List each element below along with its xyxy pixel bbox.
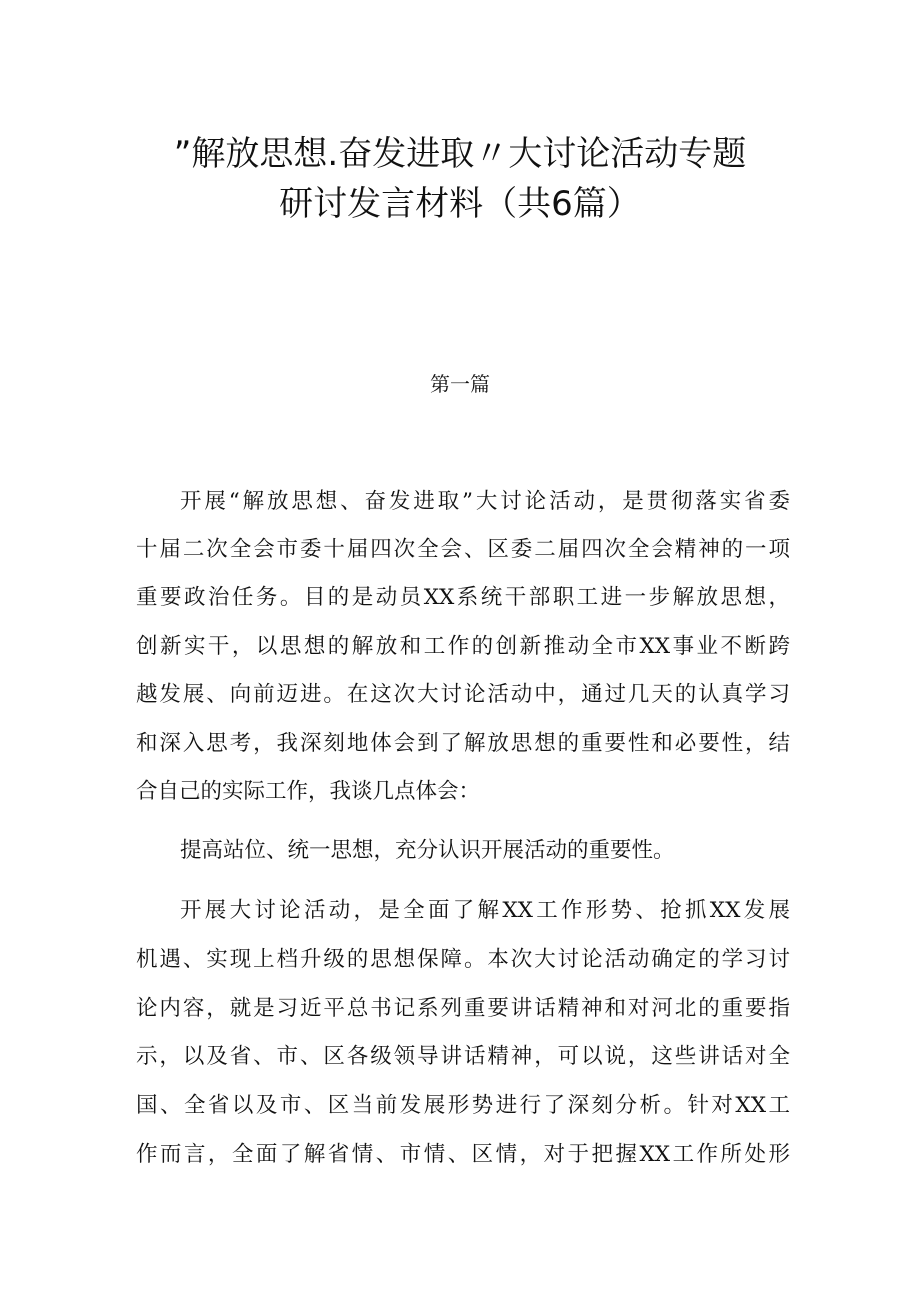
paragraph-line: 作而言，全面了解省情、市情、区情，对于把握XX工作所处形 [136,1142,790,1167]
paragraph-line: 合自己的实际工作，我谈几点体会： [136,779,481,804]
paragraph-line: 示，以及省、市、区各级领导讲话精神，可以说，这些讲话对全 [136,1044,790,1069]
section-heading: 第一篇 [430,372,490,396]
paragraph-line: 开展“解放思想、奋发进取”大讨论活动，是贯彻落实省委 [180,489,790,514]
paragraph-line: 十届二次全会市委十届四次全会、区委二届四次全会精神的一项 [136,537,790,562]
paragraph-line: 开展大讨论活动，是全面了解XX工作形势、抢抓XX发展 [180,898,790,923]
paragraph-line: 国、全省以及市、区当前发展形势进行了深刻分析。针对XX工 [136,1093,790,1118]
paragraph-line: 论内容，就是习近平总书记系列重要讲话精神和对河北的重要指 [136,996,790,1021]
paragraph-line: 机遇、实现上档升级的思想保障。本次大讨论活动确定的学习讨 [136,947,790,972]
document-title-line-1: ”解放思想.奋发进取〃大讨论活动专题 [173,134,747,174]
subheading-line: 提高站位、统一思想，充分认识开展活动的重要性。 [180,838,675,863]
paragraph-line: 创新实干，以思想的解放和工作的创新推动全市XX事业不断跨 [136,634,790,659]
paragraph-line: 重要政治任务。目的是动员XX系统干部职工进一步解放思想， [136,585,790,610]
paragraph-line: 和深入思考，我深刻地体会到了解放思想的重要性和必要性，结 [136,731,790,756]
document-title-line-2: 研讨发言材料（共6篇） [279,184,641,224]
paragraph-line: 越发展、向前迈进。在这次大讨论活动中，通过几天的认真学习 [136,682,790,707]
